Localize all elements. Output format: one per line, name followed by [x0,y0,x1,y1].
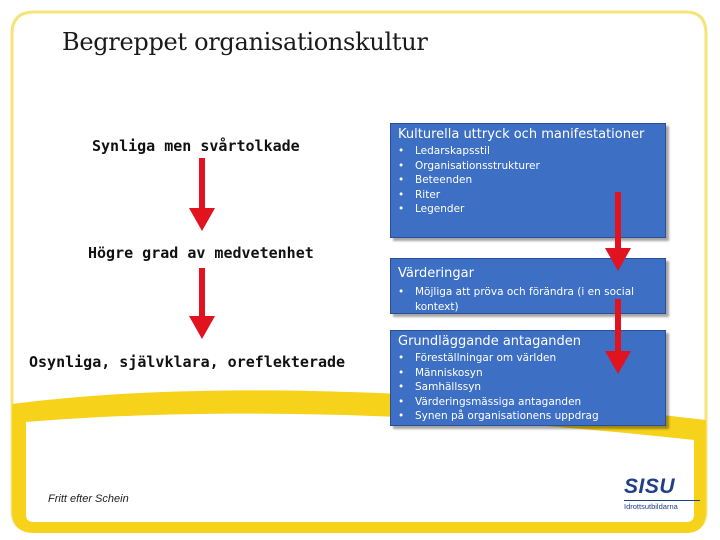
right-arrow-top-icon [605,192,631,272]
label-invisible: Osynliga, självklara, oreflekterade [29,353,346,371]
list-item: • Synen på organisationens uppdrag [398,409,659,424]
list-item: • Möjliga att pröva och förändra (i en social kontext) [398,285,645,314]
slide-title: Begreppet organisationskultur [62,28,428,56]
list-item: • Ledarskapsstil [398,144,659,159]
box-artifacts-title: Kulturella uttryck och manifestationer [398,127,645,142]
list-item: • Beteenden [398,173,659,188]
list-item: • Samhällssyn [398,380,659,395]
label-visible: Synliga men svårtolkade [92,137,300,155]
list-item: • Värderingsmässiga antaganden [398,395,659,410]
left-arrow-top-icon [189,158,215,232]
list-item: • Legender [398,202,659,217]
list-item: • Riter [398,188,659,203]
box-assumptions-title: Grundläggande antaganden [398,334,582,349]
right-arrow-bottom-icon [605,299,631,375]
left-arrow-bottom-icon [189,268,215,340]
logo-name: SISU [624,475,676,498]
list-item: • Människosyn [398,366,659,381]
label-awareness: Högre grad av medvetenhet [88,244,314,262]
list-item: • Föreställningar om världen [398,351,659,366]
sisu-logo [624,476,700,518]
list-item: • Organisationsstrukturer [398,159,659,174]
credit-text: Fritt efter Schein [48,493,129,505]
box-values-title: Värderingar [398,266,474,281]
logo-subtitle: Idrottsutbildarna [624,500,700,511]
